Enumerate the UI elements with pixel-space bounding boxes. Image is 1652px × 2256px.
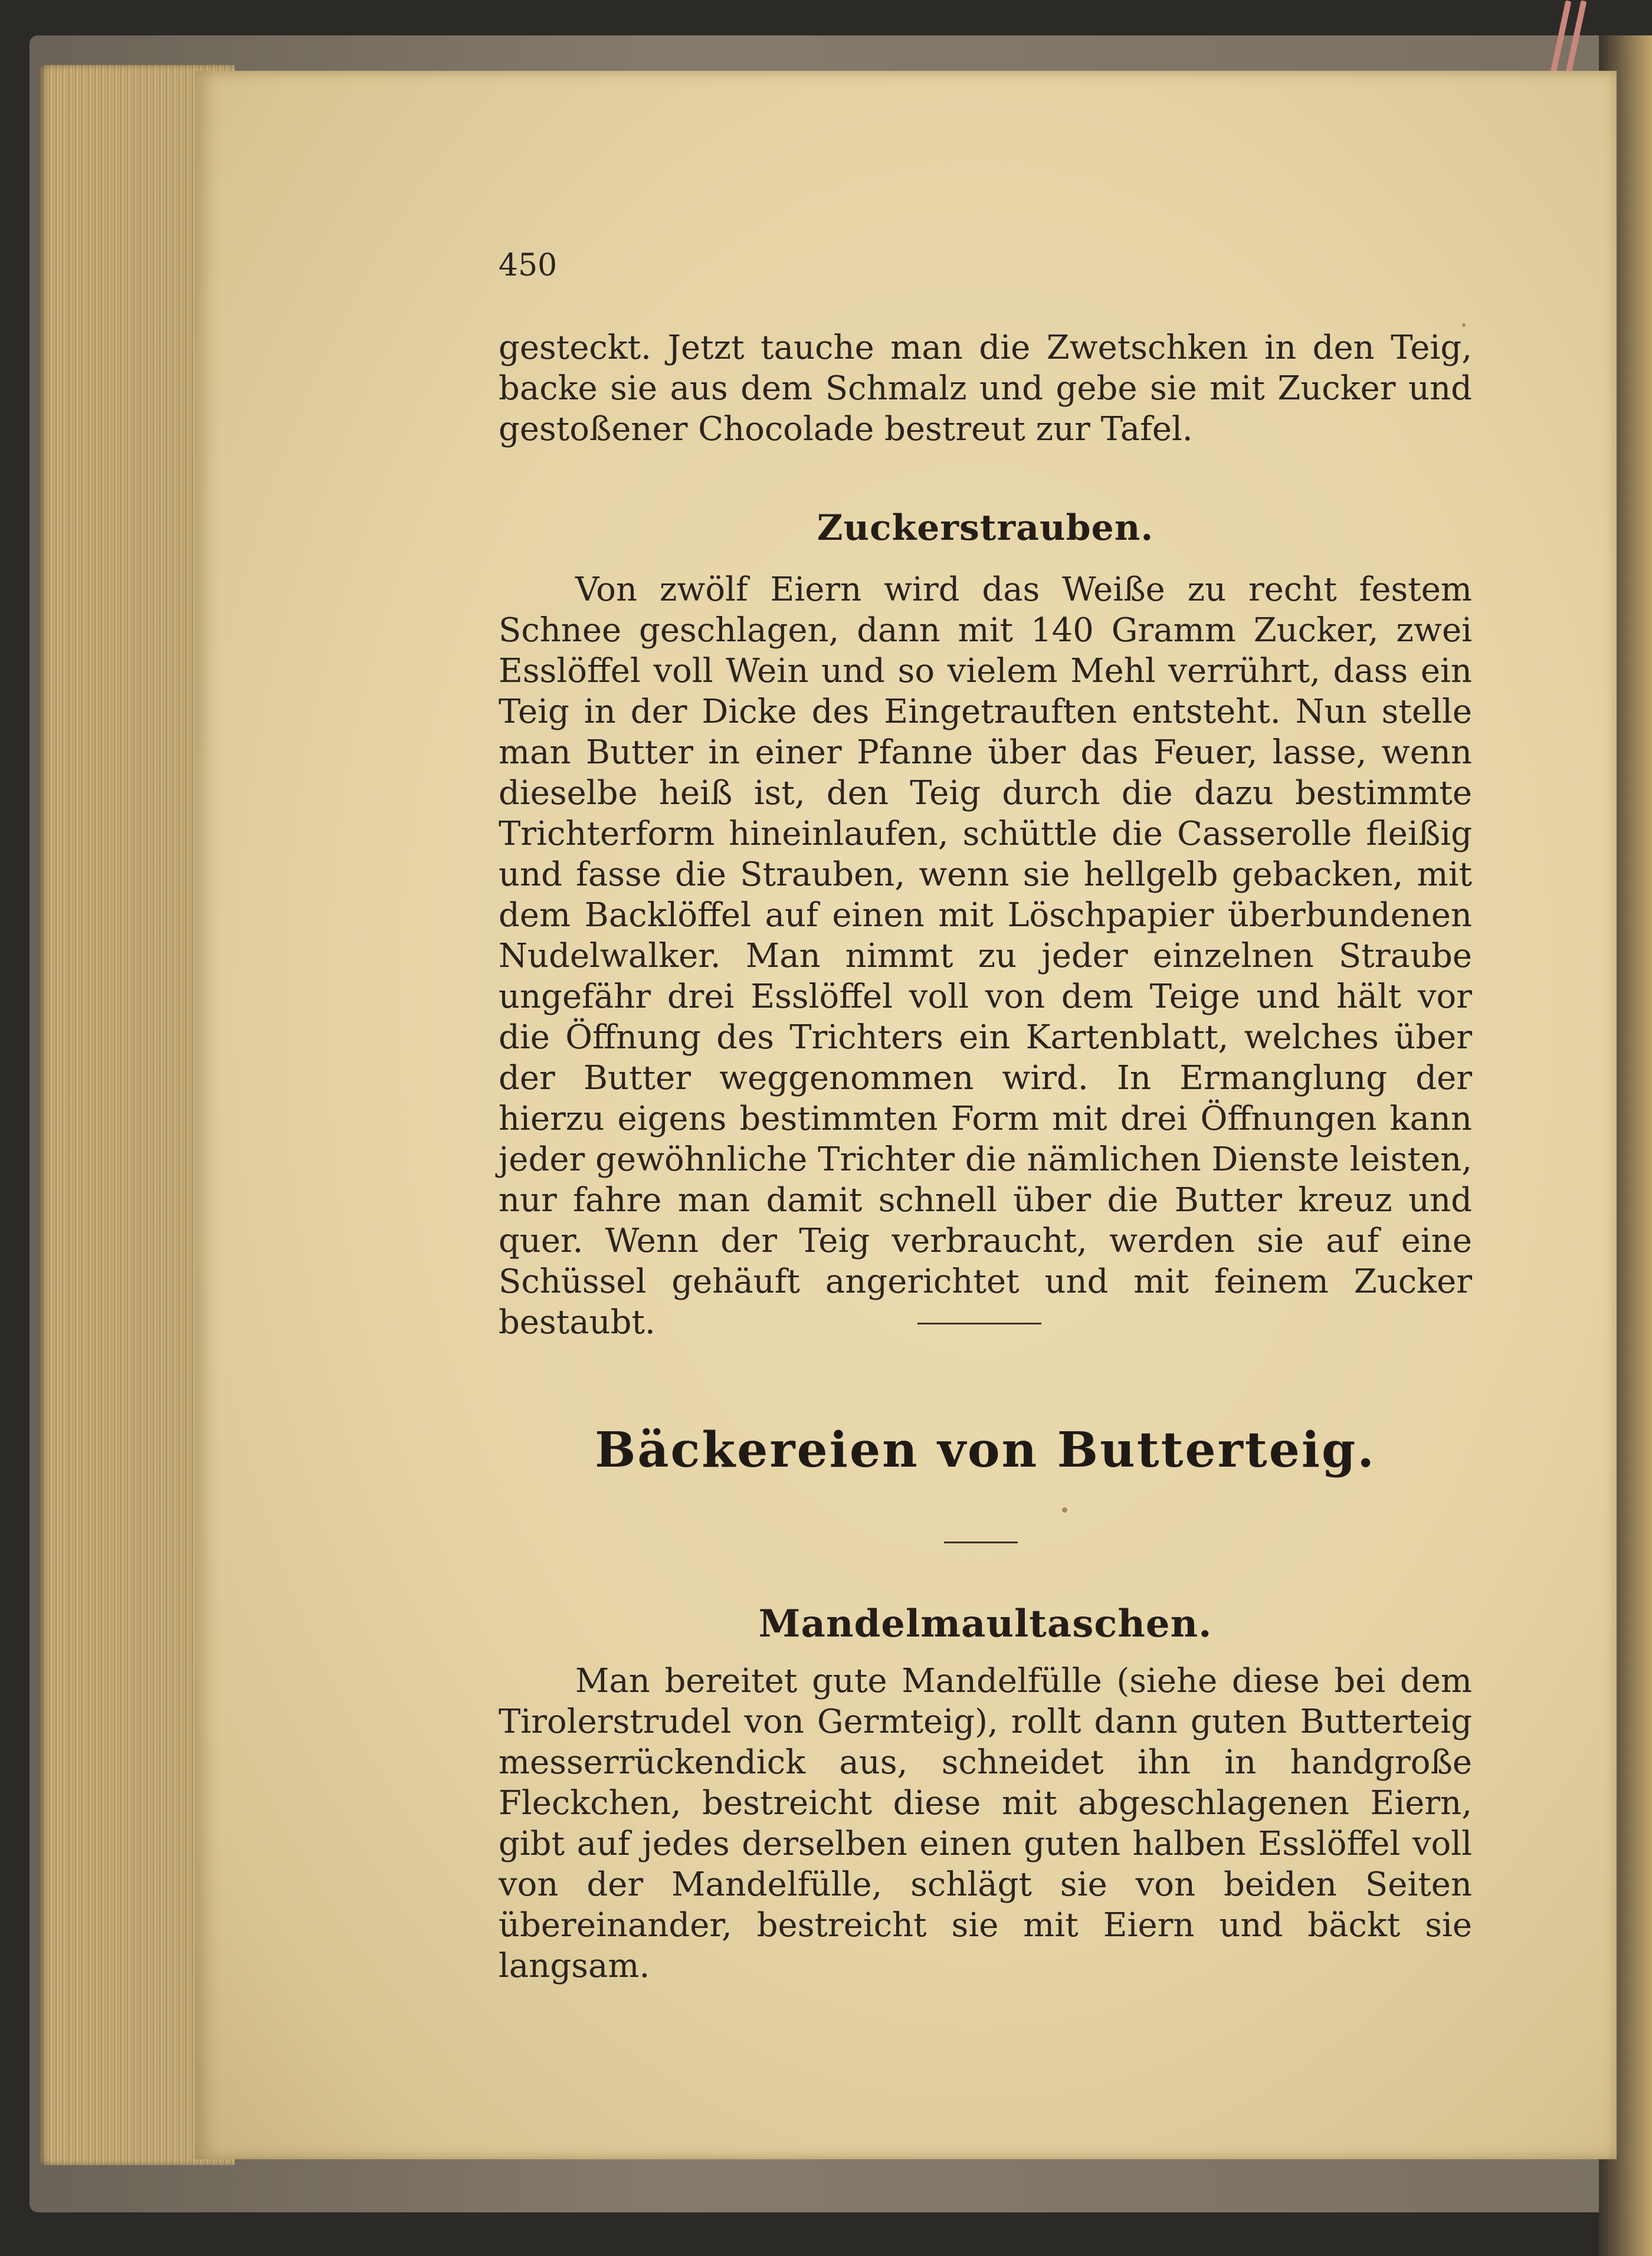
recipe-title-zuckerstrauben: Zuckerstrauben. [817,507,1154,549]
paper-speck [1462,323,1466,327]
bookmark-ribbon-icon [1546,0,1599,83]
recipe-body-zuckerstrauben: Von zwölf Eiern wird das Weiße zu recht festem Schnee geschlagen, dann mit 140 Gramm Zucker, zwei Esslöffel voll Wein und so vielem Mehl verrührt, dass ein Teig in der Dicke des Eingetrauften entsteht. Nun stelle man Butter in einer Pfanne über das Feuer, lasse, wenn dieselbe heiß ist, den Teig durch die dazu bestimmte Trichterform hineinlaufen, schüttle die Casserolle fleißig und fasse die Strauben, wenn sie hellgelb gebacken, mit dem Backlöffel auf einen mit Löschpapier überbundenen Nudelwalker. Man nimmt zu jeder einzelnen Straube ungefähr drei Esslöffel voll von dem Teige und hält vor die Öffnung des Trichters ein Kartenblatt, welches über der Butter weggenommen wird. In Ermanglung der hierzu eigens bestimmten Form mit drei Öffnungen kann jeder gewöhnliche Trichter die nämlichen Dienste leisten, nur fahre man damit schnell über die Butter kreuz und quer. Wenn der Teig verbraucht, werden sie auf eine Schüssel gehäuft angerichtet und mit feinem Zucker bestaubt. [499,570,1472,1342]
page-number: 450 [499,248,558,283]
recipe-body-mandelmaultaschen: Man bereitet gute Mandelfülle (siehe diese bei dem Tirolerstrudel von Germteig), rollt dann guten Butterteig messerrückendick aus, schneidet ihn in handgroße Fleckchen, bestreicht diese mit abgeschlagenen Eiern, gibt auf jedes derselben einen guten halben Esslöffel voll von der Mandelfülle, schlägt sie von beiden Seiten übereinander, bestreicht sie mit Eiern und bäckt sie langsam. [499,1662,1472,1985]
recipe-title-mandelmaultaschen: Mandelmaultaschen. [758,1602,1212,1646]
opening-paragraph: gesteckt. Jetzt tauche man die Zwetschken in den Teig, backe sie aus dem Schmalz und gebe sie mit Zucker und gestoßener Chocolade bestreut zur Tafel. [499,329,1472,448]
section-title: Bäckereien von Butterteig. [595,1422,1376,1478]
paper-speck [1062,1507,1067,1513]
divider-rule [917,1323,1041,1324]
divider-rule-short [944,1542,1018,1543]
